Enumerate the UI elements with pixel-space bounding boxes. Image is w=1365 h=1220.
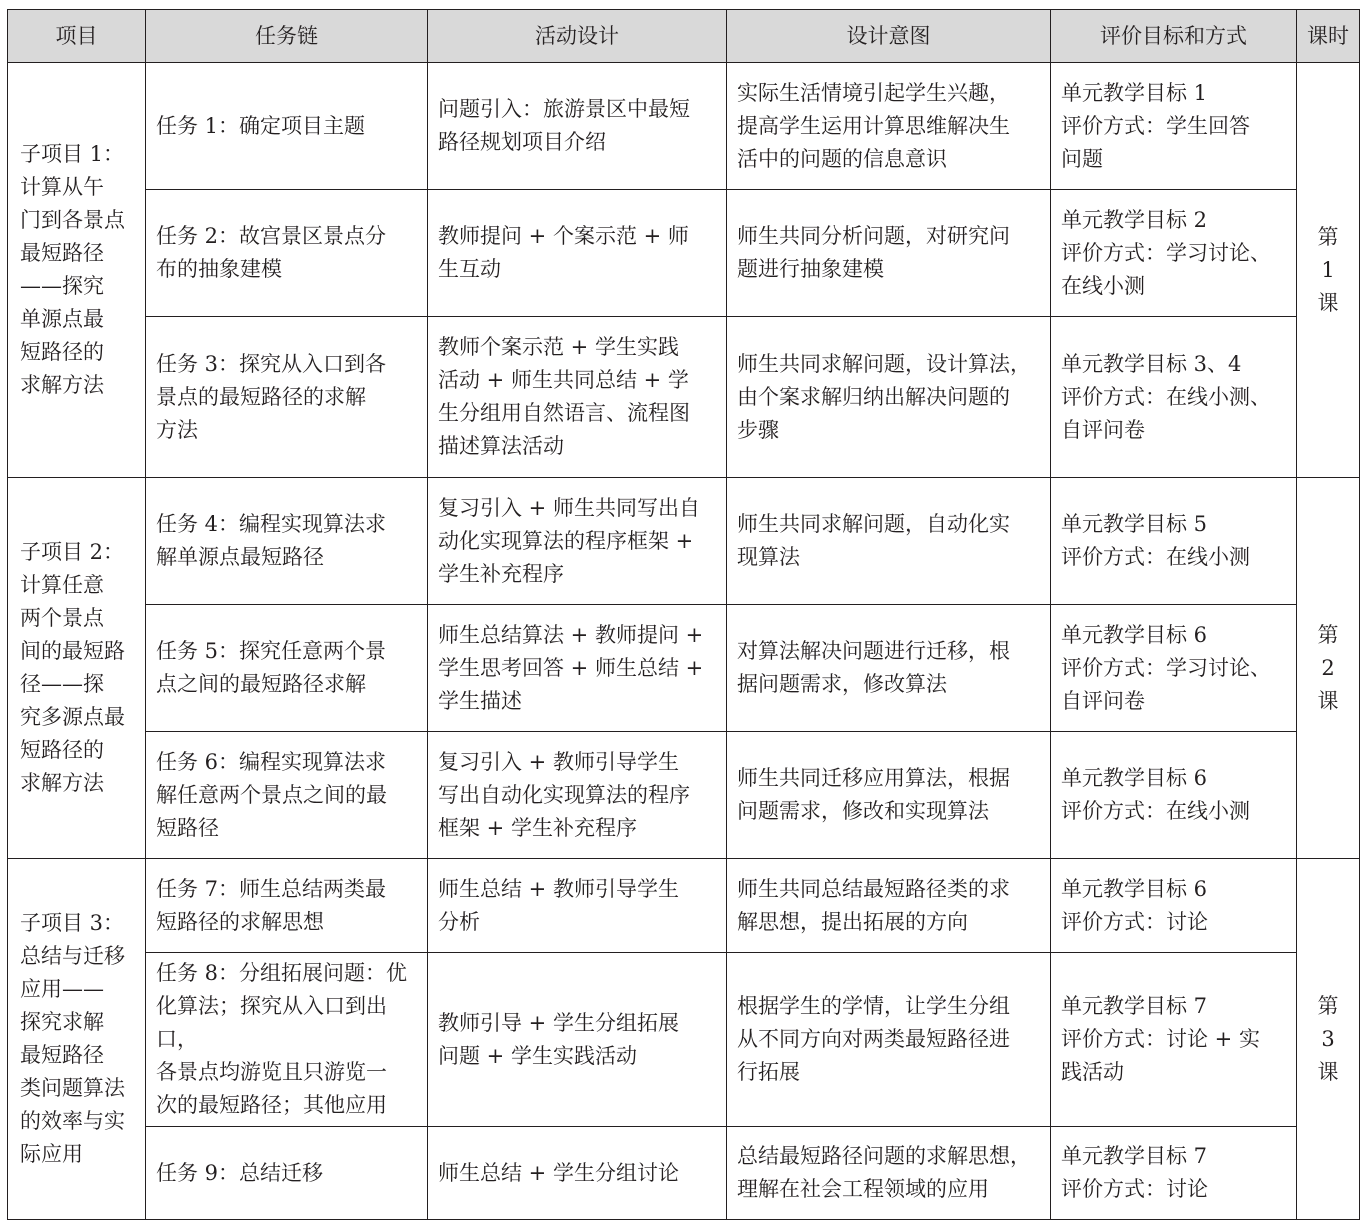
activity-cell: 问题引入：旅游景区中最短 路径规划项目介绍 [428, 63, 727, 190]
header-project: 项目 [8, 10, 146, 63]
intent-cell: 师生共同求解问题，设计算法， 由个案求解归纳出解决问题的 步骤 [727, 317, 1051, 478]
project-cell-1: 子项目 1： 计算从午 门到各景点 最短路径 ——探究 单源点最 短路径的 求解方法 [8, 63, 146, 478]
header-activity-design: 活动设计 [428, 10, 727, 63]
header-evaluation: 评价目标和方式 [1051, 10, 1297, 63]
intent-cell: 师生共同求解问题，自动化实 现算法 [727, 478, 1051, 605]
table-row [8, 605, 1360, 732]
activity-cell: 教师引导 + 学生分组拓展 问题 + 学生实践活动 [428, 953, 727, 1127]
eval-cell: 单元教学目标 2 评价方式：学习讨论、 在线小测 [1051, 190, 1297, 317]
activity-cell: 师生总结算法 + 教师提问 + 学生思考回答 + 师生总结 + 学生描述 [428, 605, 727, 732]
activity-cell: 师生总结 + 学生分组讨论 [428, 1127, 727, 1220]
eval-cell: 单元教学目标 7 评价方式：讨论 + 实 践活动 [1051, 953, 1297, 1127]
task-cell: 任务 3：探究从入口到各 景点的最短路径的求解 方法 [146, 317, 428, 478]
eval-cell: 单元教学目标 7 评价方式：讨论 [1051, 1127, 1297, 1220]
table-row [8, 953, 1360, 1127]
eval-cell: 单元教学目标 6 评价方式：讨论 [1051, 859, 1297, 953]
task-cell: 任务 8：分组拓展问题：优 化算法；探究从入口到出口， 各景点均游览且只游览一 次的最短路径；其他应用 [146, 953, 428, 1127]
intent-cell: 总结最短路径问题的求解思想， 理解在社会工程领域的应用 [727, 1127, 1051, 1220]
period-cell-2: 第 2 课 [1297, 478, 1360, 859]
eval-cell: 单元教学目标 1 评价方式：学生回答 问题 [1051, 63, 1297, 190]
intent-cell: 师生共同总结最短路径类的求 解思想，提出拓展的方向 [727, 859, 1051, 953]
task-cell: 任务 7：师生总结两类最 短路径的求解思想 [146, 859, 428, 953]
intent-cell: 根据学生的学情，让学生分组 从不同方向对两类最短路径进 行拓展 [727, 953, 1051, 1127]
eval-cell: 单元教学目标 6 评价方式：在线小测 [1051, 732, 1297, 859]
activity-cell: 复习引入 + 师生共同写出自 动化实现算法的程序框架 + 学生补充程序 [428, 478, 727, 605]
activity-cell: 教师提问 + 个案示范 + 师 生互动 [428, 190, 727, 317]
activity-cell: 教师个案示范 + 学生实践 活动 + 师生共同总结 + 学 生分组用自然语言、流程图 描述算法活动 [428, 317, 727, 478]
header-period: 课时 [1297, 10, 1360, 63]
intent-cell: 师生共同分析问题，对研究问 题进行抽象建模 [727, 190, 1051, 317]
eval-cell: 单元教学目标 5 评价方式：在线小测 [1051, 478, 1297, 605]
table-row [8, 478, 1360, 605]
table-row [8, 190, 1360, 317]
header-design-intent: 设计意图 [727, 10, 1051, 63]
eval-cell: 单元教学目标 3、4 评价方式：在线小测、 自评问卷 [1051, 317, 1297, 478]
intent-cell: 师生共同迁移应用算法，根据 问题需求，修改和实现算法 [727, 732, 1051, 859]
period-cell-1: 第 1 课 [1297, 63, 1360, 478]
activity-cell: 师生总结 + 教师引导学生 分析 [428, 859, 727, 953]
task-cell: 任务 4：编程实现算法求 解单源点最短路径 [146, 478, 428, 605]
intent-cell: 实际生活情境引起学生兴趣， 提高学生运用计算思维解决生 活中的问题的信息意识 [727, 63, 1051, 190]
task-cell: 任务 1：确定项目主题 [146, 63, 428, 190]
table-row [8, 1127, 1360, 1220]
table-row [8, 859, 1360, 953]
period-cell-3: 第 3 课 [1297, 859, 1360, 1220]
activity-cell: 复习引入 + 教师引导学生 写出自动化实现算法的程序 框架 + 学生补充程序 [428, 732, 727, 859]
project-cell-2: 子项目 2： 计算任意 两个景点 间的最短路 径——探 究多源点最 短路径的 求解方法 [8, 478, 146, 859]
table-row [8, 63, 1360, 190]
table-row [8, 732, 1360, 859]
intent-cell: 对算法解决问题进行迁移，根 据问题需求，修改算法 [727, 605, 1051, 732]
project-cell-3: 子项目 3： 总结与迁移 应用—— 探究求解 最短路径 类问题算法 的效率与实 际应用 [8, 859, 146, 1220]
task-cell: 任务 5：探究任意两个景 点之间的最短路径求解 [146, 605, 428, 732]
task-cell: 任务 6：编程实现算法求 解任意两个景点之间的最 短路径 [146, 732, 428, 859]
table-row [8, 317, 1360, 478]
header-row [8, 10, 1360, 63]
task-cell: 任务 9：总结迁移 [146, 1127, 428, 1220]
eval-cell: 单元教学目标 6 评价方式：学习讨论、 自评问卷 [1051, 605, 1297, 732]
header-task-chain: 任务链 [146, 10, 428, 63]
task-cell: 任务 2：故宫景区景点分 布的抽象建模 [146, 190, 428, 317]
teaching-design-table [7, 9, 1360, 1220]
